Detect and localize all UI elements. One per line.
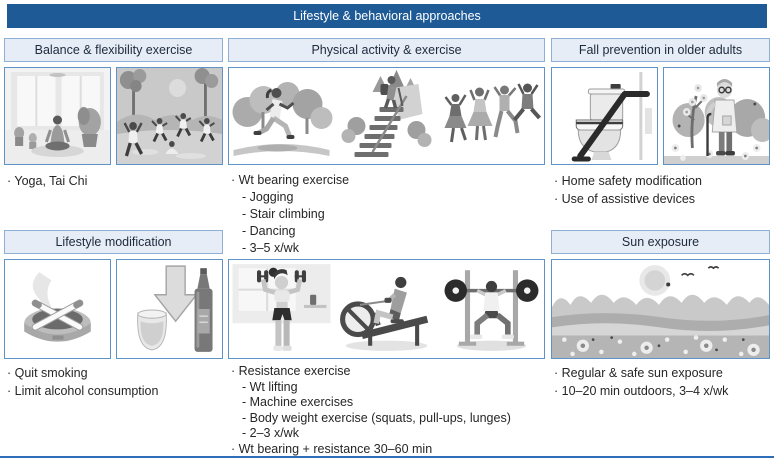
image-panel <box>228 259 545 359</box>
list-item: - Body weight exercise (squats, pull-ups, lunges) <box>242 410 511 425</box>
list-item: - Jogging <box>242 190 294 204</box>
image-panel <box>4 67 111 165</box>
sun-list <box>554 364 774 400</box>
list-item: · Wt bearing exercise <box>231 173 350 187</box>
list-item: - Machine exercises <box>242 395 354 409</box>
list-item: · Yoga, Tai Chi <box>7 174 88 188</box>
toilet-grab-bar-illustration <box>552 68 657 164</box>
list-item: · Limit alcohol consumption <box>7 384 159 398</box>
dumbbell-lifting-illustration <box>229 260 334 358</box>
column-left <box>4 38 223 458</box>
section-header-sun: Sun exposure <box>551 230 770 254</box>
image-panel <box>551 259 770 359</box>
fall-image-row <box>551 67 770 165</box>
dancing-illustration <box>439 68 544 164</box>
section-header-physical: Physical activity & exercise <box>228 38 545 62</box>
list-item: · Regular & safe sun exposure <box>554 366 723 380</box>
image-panel <box>116 67 223 165</box>
banner-title: Lifestyle & behavioral approaches <box>7 4 767 28</box>
section-header-fall: Fall prevention in older adults <box>551 38 770 62</box>
sunny-meadow-illustration <box>552 260 769 358</box>
list-item: · Home safety modification <box>554 174 702 188</box>
column-right <box>551 38 770 458</box>
quit-smoking-ashtray-illustration <box>5 260 110 358</box>
balance-image-row <box>4 67 223 165</box>
image-panel <box>116 259 223 359</box>
rowing-machine-illustration <box>334 260 439 358</box>
list-item: · Wt bearing + resistance 30–60 min <box>231 441 433 456</box>
list-item: · Quit smoking <box>7 366 88 380</box>
physical-list-top <box>231 172 605 257</box>
physical-image-row-bottom <box>228 259 545 359</box>
list-item: · Resistance exercise <box>231 364 351 378</box>
stair-climbing-illustration <box>334 68 439 164</box>
lifestyle-image-row <box>4 259 223 359</box>
image-panel <box>551 67 658 165</box>
sun-image-row <box>551 259 770 359</box>
outdoor-tai-chi-illustration <box>117 68 222 164</box>
barbell-squat-illustration <box>439 260 544 358</box>
section-header-lifestyle: Lifestyle modification <box>4 230 223 254</box>
limit-alcohol-illustration <box>117 260 222 358</box>
list-item: - 3–5 x/wk <box>242 241 299 255</box>
older-adult-with-cane-illustration <box>664 68 769 164</box>
list-item: · 10–20 min outdoors, 3–4 x/wk <box>554 384 729 398</box>
column-middle <box>228 38 545 458</box>
list-item: - 2–3 x/wk <box>242 426 299 440</box>
image-panel <box>663 67 770 165</box>
image-panel <box>228 67 545 165</box>
list-item: - Dancing <box>242 224 296 238</box>
indoor-yoga-illustration <box>5 68 110 164</box>
jogging-illustration <box>229 68 334 164</box>
section-header-balance: Balance & flexibility exercise <box>4 38 223 62</box>
list-item: - Stair climbing <box>242 207 325 221</box>
list-item: - Wt lifting <box>242 379 298 394</box>
fall-list <box>554 172 774 208</box>
physical-list-bottom <box>231 364 605 457</box>
image-panel <box>4 259 111 359</box>
physical-image-row-top <box>228 67 545 165</box>
list-item: · Use of assistive devices <box>554 192 696 206</box>
